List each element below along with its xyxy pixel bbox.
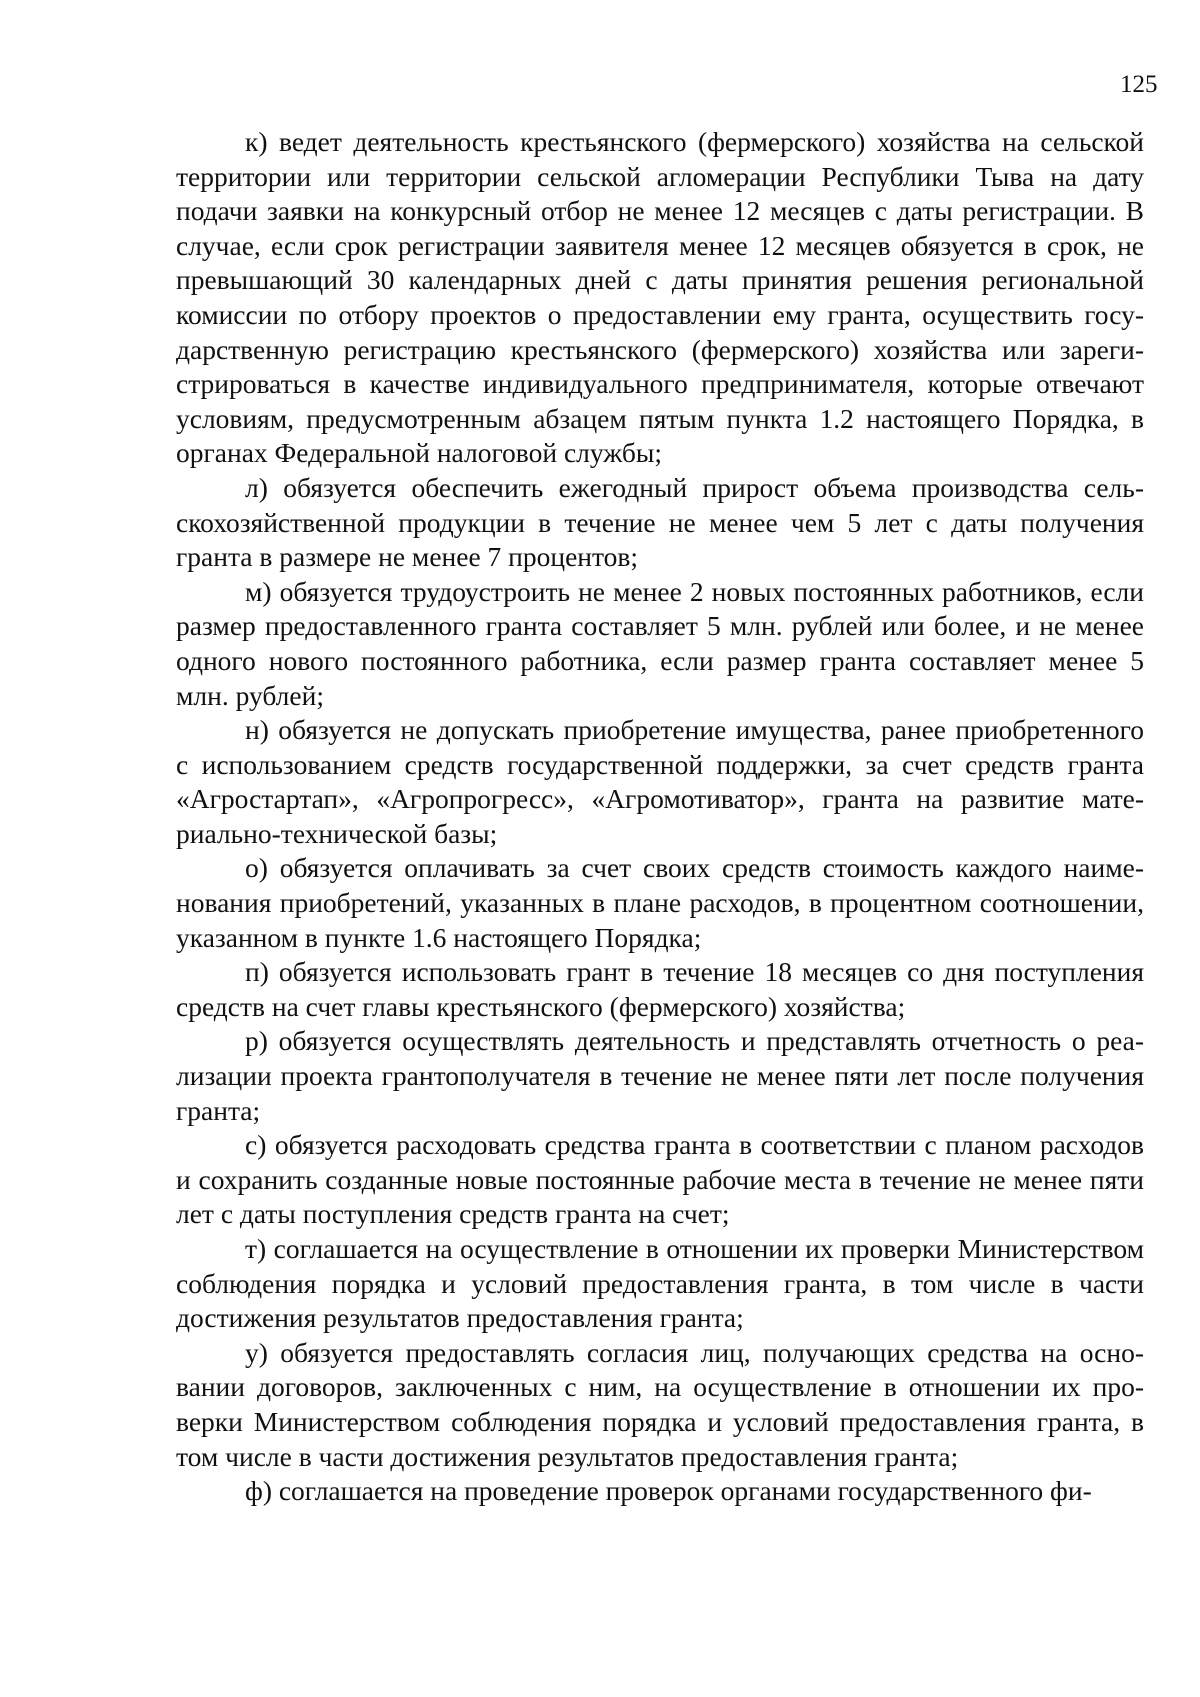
paragraph-f: ф) соглашается на проведение проверок органами государственного фи- <box>245 1475 1092 1507</box>
paragraph-r: р) обязуется осуществлять деятельность и представлять отчетность о реализации проекта грантополучателя в течение не менее пяти лет после получения гранта; <box>176 1025 1144 1126</box>
paragraph-l: л) обязуется обеспечить ежегодный прирост объема производства сельскохозяйственной продукции в течение не менее чем 5 лет с даты получения гранта в размере не менее 7 процентов; <box>176 471 1144 573</box>
page-number: 125 <box>1120 71 1158 98</box>
paragraph-t: т) соглашается на осуществление в отношении их проверки Министерством соблюдения порядка и условий предоставления гранта, в том числе в части достижения результатов предоставления гранта; <box>176 1233 1144 1334</box>
paragraph-s: с) обязуется расходовать средства гранта в соответствии с планом расходов и сохранить созданные новые постоянные рабочие места в течение не менее пяти лет с даты поступления средств гранта на счет; <box>176 1129 1144 1230</box>
paragraph-p: п) обязуется использовать грант в течение 18 месяцев со дня поступления средств на счет главы крестьянского (фермерского) хозяйства; <box>176 956 1144 1022</box>
document-body <box>176 125 1144 1509</box>
paragraph-u: у) обязуется предоставлять согласия лиц, получающих средства на основании договоров, заключенных с ним, на осуществление в отношении их проверки Министерством соблюдения порядка и условий предоставления гранта, в том числе в части достижения результатов предоставления гранта; <box>176 1336 1144 1472</box>
paragraph-k: к) ведет деятельность крестьянского (фермерского) хозяйства на сельской территории или территории сельской агломерации Республики Тыва на дату подачи заявки на конкурсный отбор не менее 12 месяцев с даты регистрации. В случае, если срок регистрации заявителя менее 12 месяцев обязуется в срок, не превышающий 30 календарных дней с даты принятия решения региональной комиссии по отбору проектов о предоставлении ему гранта, осуществить государственную регистрацию крестьянского (фермерского) хозяйства или зарегистрироваться в качестве индивидуального предпринимателя, которые отвечают условиям, предусмотренным абзацем пятым пункта 1.2 настоящего Порядка, в органах Федеральной налоговой службы; <box>176 126 1144 469</box>
paragraph-m: м) обязуется трудоустроить не менее 2 новых постоянных работников, если размер предоставленного гранта составляет 5 млн. рублей или более, и не менее одного нового постоянного работника, если размер гранта составляет менее 5 млн. рублей; <box>176 575 1144 711</box>
paragraph-o: о) обязуется оплачивать за счет своих средств стоимость каждого наименования приобретений, указанных в плане расходов, в процентном соотношении, указанном в пункте 1.6 настоящего Порядка; <box>176 852 1144 953</box>
paragraph-n: н) обязуется не допускать приобретение имущества, ранее приобретенного с использованием средств государственной поддержки, за счет средств гранта «Агростартап», «Агропрогресс», «Агромотиватор», гранта на развитие материально-технической базы; <box>176 714 1144 849</box>
